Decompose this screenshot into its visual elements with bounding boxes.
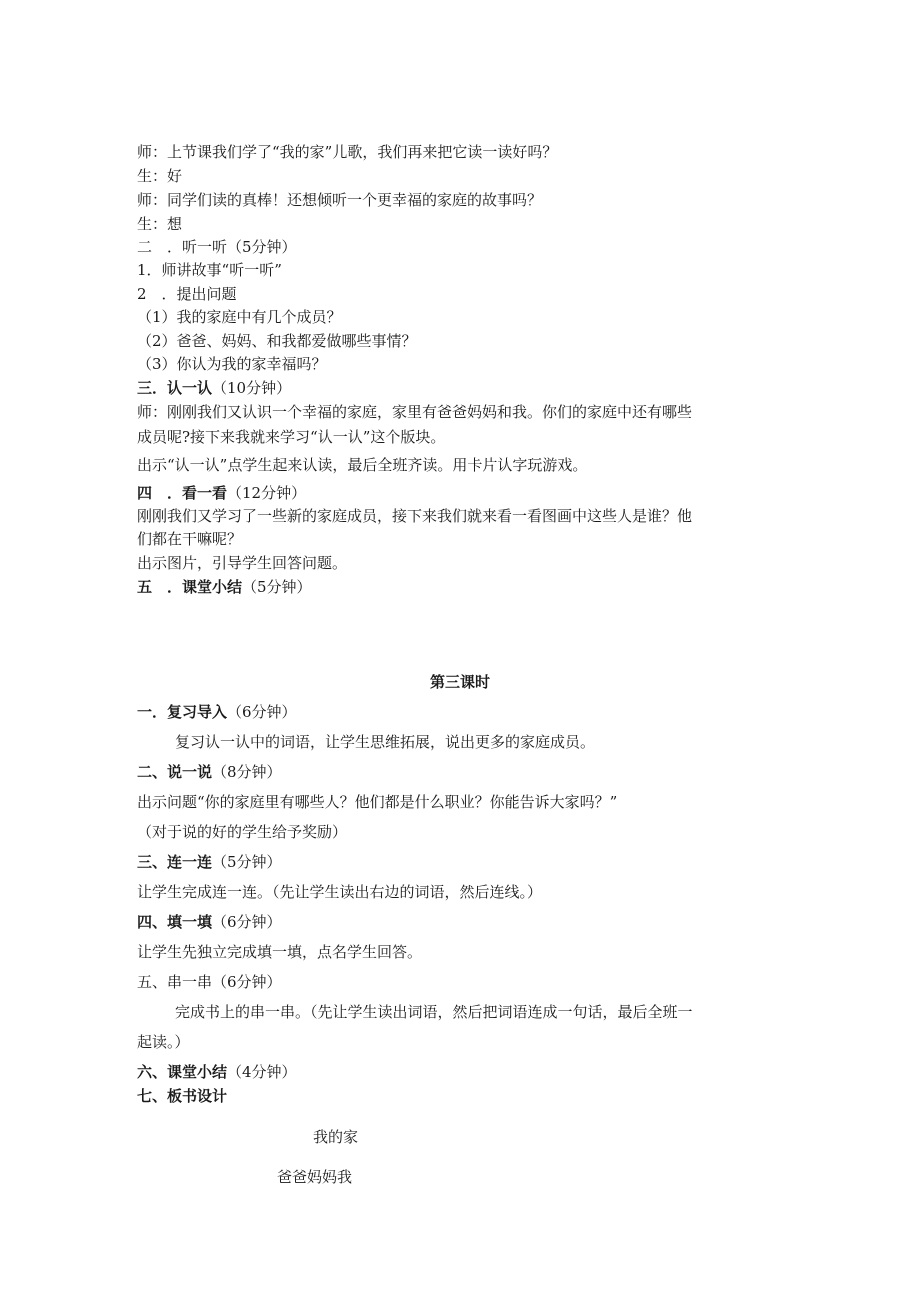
list-item: （2）爸爸、妈妈、和我都爱做哪些事情？: [137, 332, 417, 350]
heading-label: 五 ．课堂小结: [137, 578, 243, 596]
section-heading: [137, 851, 282, 873]
list-item: （3）你认为我的家幸福吗？: [137, 355, 327, 373]
section-heading: [137, 482, 306, 504]
paragraph: 让学生完成连一连。（先让学生读出右边的词语，然后连线。）: [137, 883, 543, 901]
list-item: （1）我的家庭中有几个成员？: [137, 308, 342, 326]
heading-duration: （6分钟）: [212, 913, 282, 931]
board-title: 我的家: [313, 1128, 359, 1146]
heading-duration: （8分钟）: [212, 763, 282, 781]
heading-duration: （10分钟）: [212, 379, 292, 397]
section-heading: 五、串一串（6分钟）: [137, 973, 282, 991]
board-line: 爸爸妈妈我: [277, 1168, 353, 1186]
section-heading: 七、板书设计: [137, 1087, 228, 1105]
section-heading: [137, 576, 312, 598]
section-heading: [137, 377, 291, 399]
heading-label: 一．复习导入: [137, 703, 228, 721]
heading-label: 四 ．看一看: [137, 484, 228, 502]
paragraph: 复习认一认中的词语，让学生思维拓展，说出更多的家庭成员。: [175, 733, 596, 751]
paragraph: （对于说的好的学生给予奖励）: [137, 823, 348, 841]
heading-label: 三、连一连: [137, 853, 213, 871]
heading-label: 四、填一填: [137, 913, 213, 931]
paragraph: 生：好: [137, 167, 183, 185]
paragraph: 师：刚刚我们又认识一个幸福的家庭，家里有爸爸妈妈和我。你们的家庭中还有哪些: [137, 403, 693, 421]
heading-label: 三．认一认: [137, 379, 213, 397]
paragraph: 刚刚我们又学习了一些新的家庭成员，接下来我们就来看一看图画中这些人是谁？他: [137, 507, 693, 525]
section-heading: [137, 1061, 297, 1083]
paragraph: 师：同学们读的真棒！还想倾听一个更幸福的家庭的故事吗？: [137, 191, 543, 209]
section-heading: [137, 911, 282, 933]
paragraph: 出示“认一认”点学生起来认读，最后全班齐读。用卡片认字玩游戏。: [137, 456, 588, 474]
heading-label: 二、说一说: [137, 763, 213, 781]
heading-duration: （5分钟）: [212, 853, 282, 871]
list-item: 2 ．提出问题: [137, 285, 237, 303]
lesson-title: 第三课时: [429, 673, 490, 691]
paragraph: 师：上节课我们学了“我的家”儿歌，我们再来把它读一读好吗？: [137, 143, 558, 161]
paragraph: 完成书上的串一串。（先让学生读出词语，然后把词语连成一句话，最后全班一: [175, 1003, 693, 1021]
paragraph: 成员呢?接下来我就来学习“认一认”这个版块。: [137, 428, 446, 446]
heading-label: 六、课堂小结: [137, 1063, 228, 1081]
paragraph: 出示问题“你的家庭里有哪些人？他们都是什么职业？你能告诉大家吗？”: [137, 793, 618, 811]
heading-duration: （6分钟）: [227, 703, 297, 721]
list-item: 1．师讲故事“听一听”: [137, 261, 282, 279]
heading-duration: （12分钟）: [227, 484, 307, 502]
section-heading: [137, 761, 282, 783]
heading-duration: （4分钟）: [227, 1063, 297, 1081]
section-heading: 二 ．听一听（5分钟）: [137, 238, 297, 256]
heading-duration: （5分钟）: [242, 578, 312, 596]
paragraph: 让学生先独立完成填一填，点名学生回答。: [137, 943, 423, 961]
paragraph: 们都在干嘛呢？: [137, 530, 243, 548]
section-heading: [137, 701, 297, 723]
paragraph: 起读。）: [137, 1033, 190, 1051]
paragraph: 出示图片，引导学生回答问题。: [137, 554, 348, 572]
paragraph: 生：想: [137, 215, 183, 233]
